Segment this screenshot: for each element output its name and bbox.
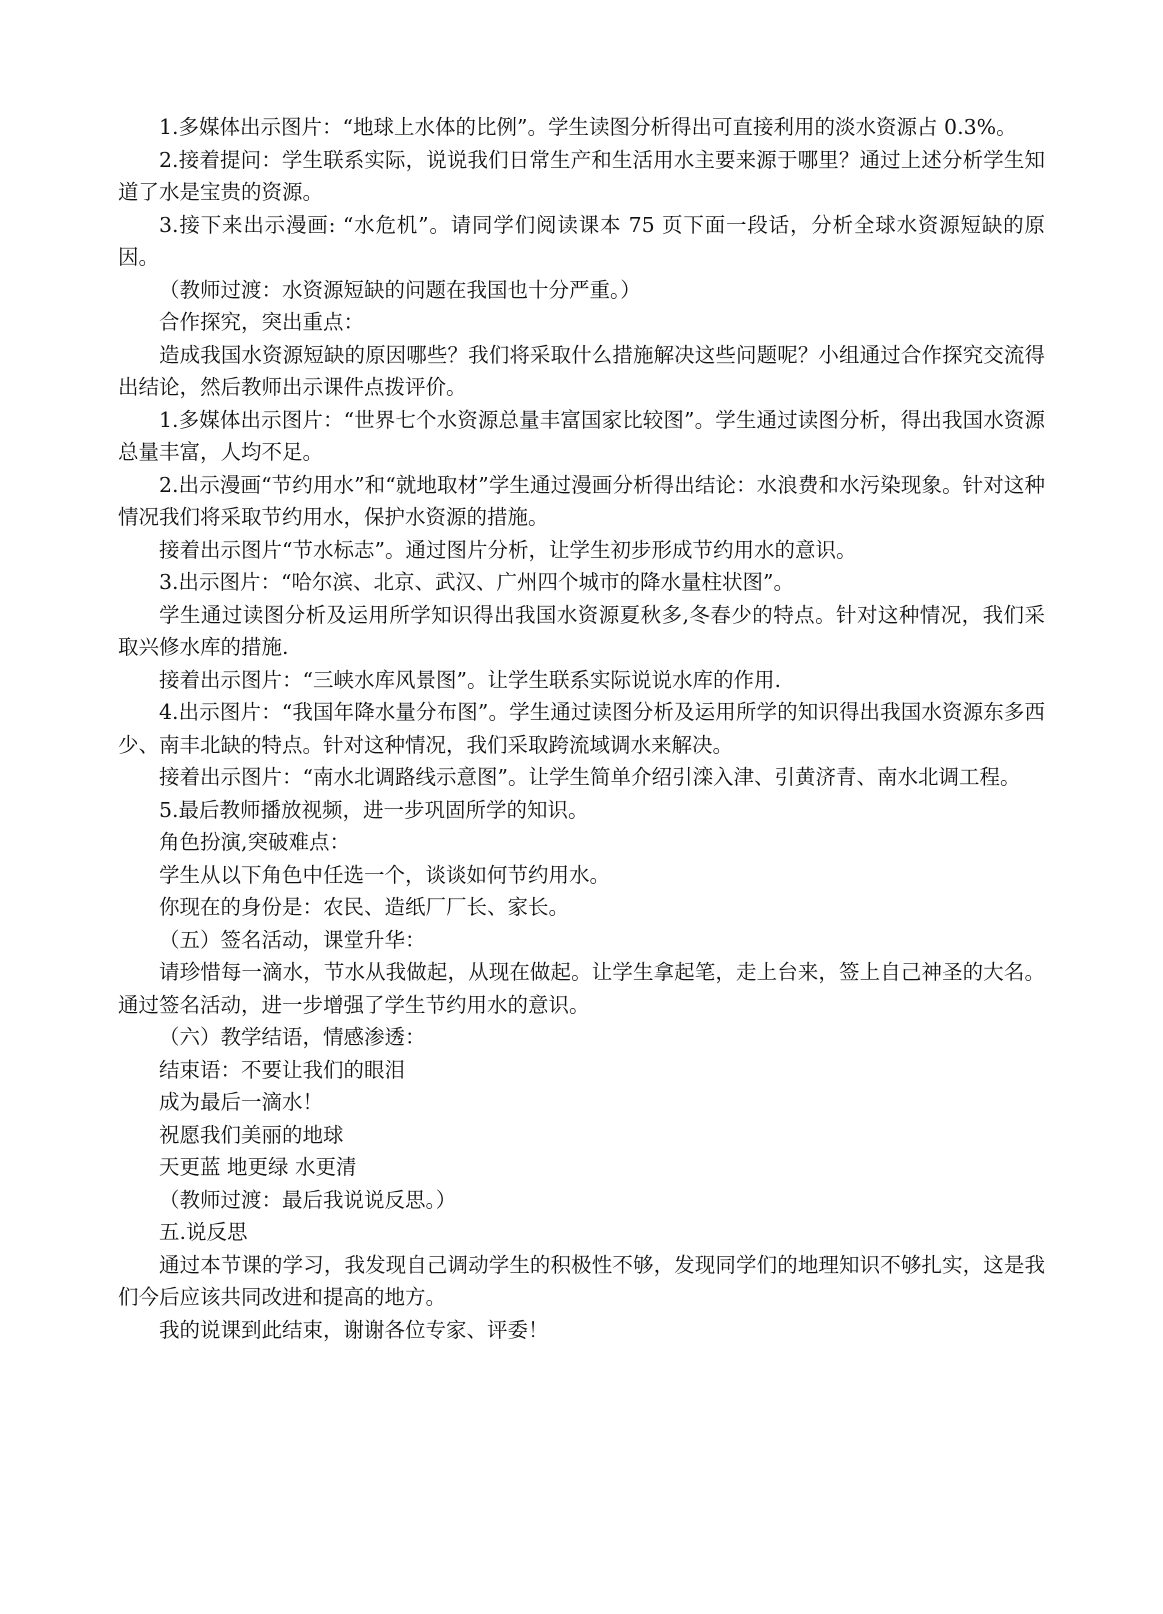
paragraph-17: 学生从以下角色中任选一个，谈谈如何节约用水。 <box>159 862 610 887</box>
paragraph-18: 你现在的身份是：农民、造纸厂厂长、家长。 <box>159 895 569 919</box>
paragraph-10: 3.出示图片：“哈尔滨、北京、武汉、广州四个城市的降水量柱状图”。 <box>159 570 795 594</box>
paragraph-6: 造成我国水资源短缺的原因哪些？我们将采取什么措施解决这些问题呢？小组通过合作探究交流得出结论，然后教师出示课件点拨评价。 <box>118 342 1045 399</box>
paragraph-22: 结束语：不要让我们的眼泪 <box>159 1057 405 1082</box>
paragraph-25: 天更蓝 地更绿 水更清 <box>159 1155 357 1179</box>
paragraph-2: 2.接着提问：学生联系实际，说说我们日常生产和生活用水主要来源于哪里？通过上述分析学生知道了水是宝贵的资源。 <box>118 147 1045 204</box>
paragraph-15: 5.最后教师播放视频，进一步巩固所学的知识。 <box>159 797 589 822</box>
paragraph-13: 4.出示图片：“我国年降水量分布图”。学生通过读图分析及运用所学的知识得出我国水资源东多西少、南丰北缺的特点。针对这种情况，我们采取跨流域调水来解决。 <box>118 700 1045 757</box>
paragraph-29: 我的说课到此结束，谢谢各位专家、评委！ <box>159 1317 549 1342</box>
paragraph-1: 1.多媒体出示图片：“地球上水体的比例”。学生读图分析得出可直接利用的淡水资源占 0.3%。 <box>159 115 1017 139</box>
paragraph-26: （教师过渡：最后我说说反思。） <box>159 1187 457 1212</box>
paragraph-21: （六）教学结语，情感渗透： <box>159 1025 426 1049</box>
paragraph-19: （五）签名活动，课堂升华： <box>159 927 426 952</box>
paragraph-28: 通过本节课的学习，我发现自己调动学生的积极性不够，发现同学们的地理知识不够扎实，这是我们今后应该共同改进和提高的地方。 <box>118 1252 1045 1309</box>
paragraph-5: 合作探究，突出重点： <box>159 310 364 334</box>
paragraph-3: 3.接下来出示漫画: “水危机”。请同学们阅读课本 75 页下面一段话，分析全球水资源短缺的原因。 <box>118 212 1045 269</box>
paragraph-11: 学生通过读图分析及运用所学知识得出我国水资源夏秋多,冬春少的特点。针对这种情况，我们采取兴修水库的措施. <box>118 602 1045 659</box>
paragraph-20: 请珍惜每一滴水，节水从我做起，从现在做起。让学生拿起笔，走上台来，签上自己神圣的大名。通过签名活动，进一步增强了学生节约用水的意识。 <box>118 960 1045 1017</box>
paragraph-14: 接着出示图片：“南水北调路线示意图”。让学生简单介绍引滦入津、引黄济青、南水北调工程。 <box>159 765 1021 789</box>
paragraph-16: 角色扮演,突破难点： <box>159 830 351 854</box>
paragraph-7: 1.多媒体出示图片：“世界七个水资源总量丰富国家比较图”。学生通过读图分析，得出我国水资源总量丰富，人均不足。 <box>118 407 1045 464</box>
paragraph-9: 接着出示图片“节水标志”。通过图片分析，让学生初步形成节约用水的意识。 <box>159 537 857 562</box>
document-body <box>118 111 1045 1346</box>
paragraph-27: 五.说反思 <box>159 1220 248 1244</box>
paragraph-12: 接着出示图片：“三峡水库风景图”。让学生联系实际说说水库的作用. <box>159 667 781 692</box>
paragraph-4: （教师过渡：水资源短缺的问题在我国也十分严重。） <box>159 277 641 302</box>
paragraph-24: 祝愿我们美丽的地球 <box>159 1122 344 1147</box>
paragraph-23: 成为最后一滴水！ <box>159 1090 323 1114</box>
paragraph-8: 2.出示漫画“节约用水”和“就地取材”学生通过漫画分析得出结论：水浪费和水污染现象。针对这种情况我们将采取节约用水，保护水资源的措施。 <box>118 472 1045 529</box>
